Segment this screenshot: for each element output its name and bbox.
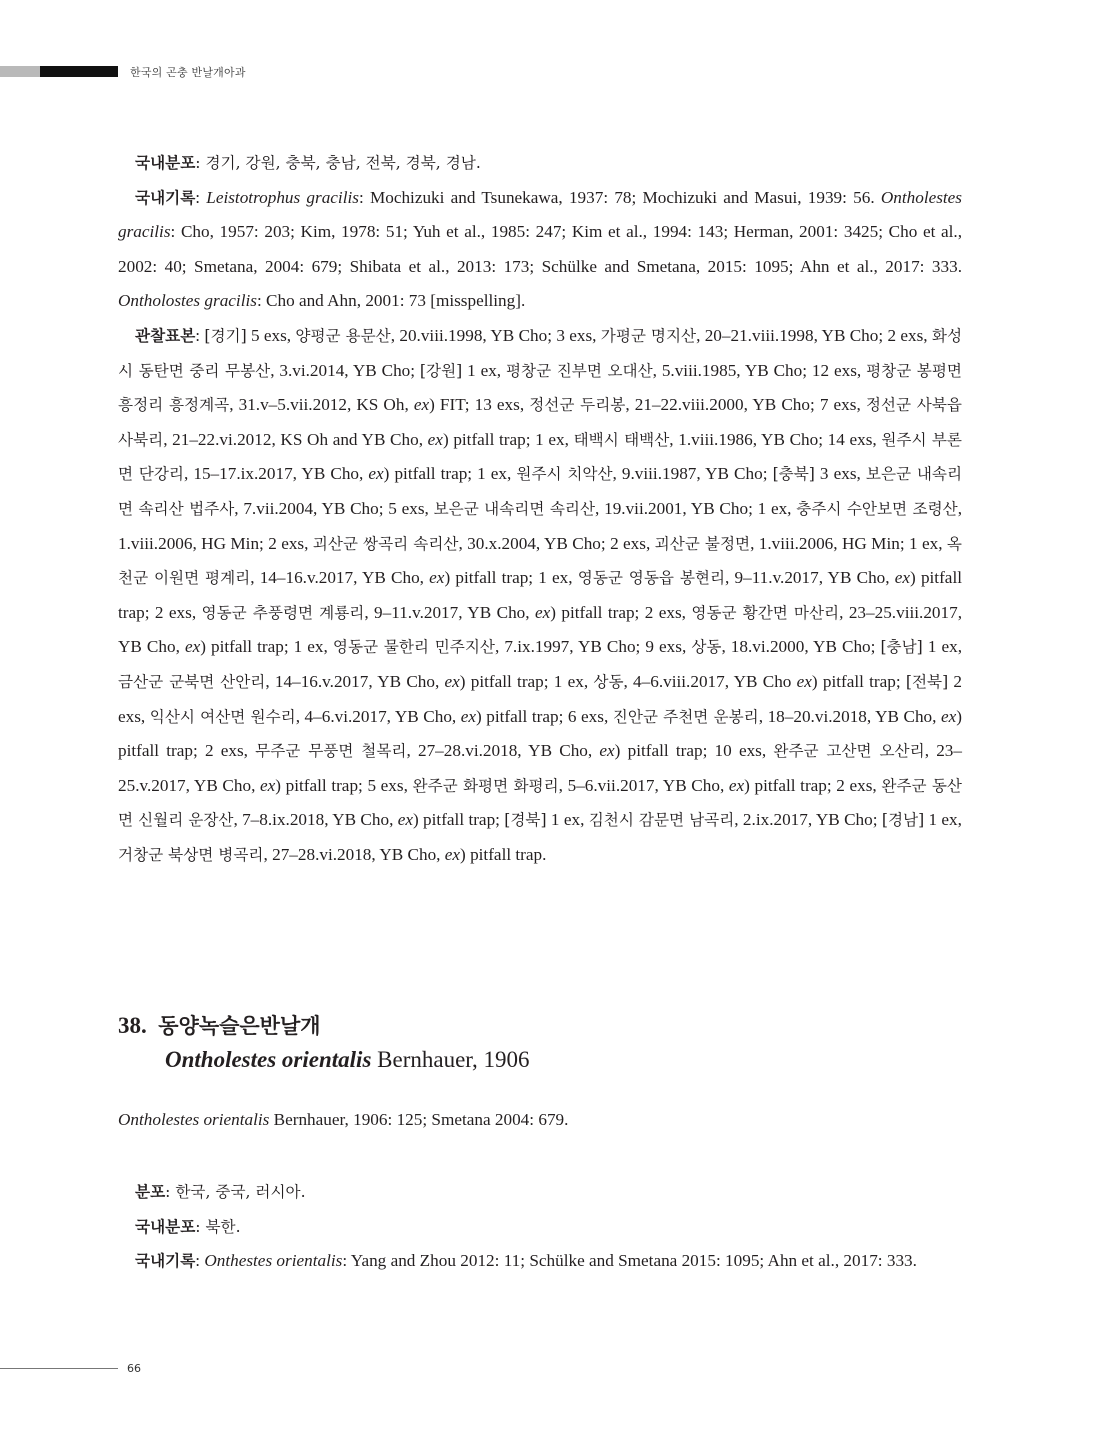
specimen-data: , 7.ix.1997, YB Cho; 9 exs, [494,637,692,657]
specimen-data: 3 exs, [814,464,866,484]
record-citations: : Cho, 1957: 203; Kim, 1978: 51; Yuh et al., 1985: 247; Kim et al., 1994: 143; Herman, 2001: 3425; Cho et al., 2002: 40; Smetana, 2004: 679; Shibata et al., 2013: 173; Schülke and Smetana, 2015: 1095; Ahn et al., 2017: 333. [118,222,962,276]
specimen-locality: 양평군 용문산 [295,326,391,345]
specimen-locality: 괴산군 쌍곡리 속리산 [312,534,459,553]
specimen-data: , 14–16.v.2017, YB Cho, [265,671,445,691]
specimen-data: , 1.viii.1986, YB Cho; 14 exs, [669,429,882,449]
specimen-data: , 30.x.2004, YB Cho; 2 exs, [458,533,655,553]
specimen-data: , 18–20.vi.2018, YB Cho, [758,706,941,726]
specimen-abbrev: ex [599,741,615,761]
header-black-bar [40,66,118,77]
distribution-label: 분포 [135,1182,166,1201]
specimen-data: , 14–16.v.2017, YB Cho, [250,568,430,588]
specimen-abbrev: ex [260,775,276,795]
specimen-locality: 완주군 고산면 오산리 [773,742,925,761]
specimen-data: : [195,325,205,345]
examined-specimens-paragraph [118,319,962,873]
footer-rule [0,1368,118,1369]
specimen-data: , 7.vii.2004, YB Cho; 5 exs, [234,498,434,518]
species-38-heading [118,1009,530,1077]
specimen-data: ) pitfall trap; 6 exs, [476,706,613,726]
specimen-data: , 21–22.viii.2000, YB Cho; 7 exs, [625,395,866,415]
specimen-locality: 김천시 감문면 남곡리 [588,811,735,830]
specimen-locality: 완주군 동산면 신월리 운장산 [118,776,962,830]
specimen-data: 1 ex, [922,637,962,657]
distribution-paragraph [118,1175,962,1210]
domestic-distribution-label: 국내분포 [135,1216,196,1236]
specimen-abbrev: ex [413,395,430,415]
specimen-locality: 거창군 북상면 병곡리 [118,845,264,864]
specimen-data: , 19.vii.2001, YB Cho; 1 ex, [595,498,797,518]
specimen-data: , 21–22.vi.2012, KS Oh and YB Cho, [163,429,428,449]
specimen-data: , 23–25.viii.2017, YB Cho, [118,602,962,657]
specimen-data: , 5–6.vii.2017, YB Cho, [558,775,729,795]
specimen-data: ) pitfall trap; 2 exs, [550,602,692,622]
examined-specimens-label: 관찰표본 [135,325,196,345]
specimen-locality: 진안군 주천면 운봉리 [612,707,759,726]
specimen-data: , 5.viii.1985, YB Cho; 12 exs, [652,360,867,380]
specimen-locality: 영동군 추풍령면 계룡리 [201,603,365,622]
specimen-data: ) pitfall trap; 5 exs, [275,775,413,795]
record-taxon-name: Ontholostes gracilis [118,291,257,311]
record-taxon-name: Onthestes orientalis [204,1251,343,1271]
species-scientific-name: Ontholestes orientalis [165,1047,372,1072]
specimen-data: , 20–21.viii.1998, YB Cho; 2 exs, [696,325,932,345]
specimen-locality: [경기] [204,326,247,345]
specimen-data: 5 exs, [246,325,296,345]
species-37-details [118,146,962,872]
specimen-locality: 익산시 여산면 원수리 [149,707,296,726]
record-citations: : Yang and Zhou 2012: 11; Schülke and Smetana 2015: 1095; Ahn et al., 2017: 333. [342,1251,917,1271]
specimen-data: ) pitfall trap; 2 exs, [744,775,882,795]
specimen-data: 1 ex, [462,360,506,380]
specimen-locality: 영동군 물한리 민주지산 [332,638,495,657]
specimen-data: ) pitfall trap; 2 exs, [118,568,962,622]
domestic-distribution-text: : 경기, 강원, 충북, 충남, 전북, 경북, 경남. [195,154,481,172]
specimen-data: ) pitfall trap. [460,844,547,864]
specimen-data: ) pitfall trap; 1 ex, [383,464,517,484]
specimen-locality: 상동 [593,672,624,691]
specimen-data: ) pitfall trap; [811,671,906,691]
domestic-distribution-paragraph [118,146,962,181]
synonymy-taxon-name: Ontholestes orientalis [118,1110,270,1129]
specimen-locality: 보은군 내속리면 속리산 [433,499,596,518]
specimen-locality: 영동군 황간면 마산리 [691,603,840,622]
specimen-locality: 보은군 내속리면 속리산 법주사 [118,465,963,518]
specimen-abbrev: ex [397,810,413,830]
specimen-abbrev: ex [444,671,460,691]
specimen-data: ) pitfall trap; 1 ex, [442,429,574,449]
specimen-locality: 정선군 사북읍 사북리 [118,396,962,449]
specimen-locality: 상동 [691,638,722,657]
specimen-data: , 18.vi.2000, YB Cho; [721,637,881,657]
domestic-distribution-paragraph [118,1210,962,1245]
specimen-data: , 9.viii.1987, YB Cho; [612,464,773,484]
specimen-locality: 무주군 무풍면 철목리 [255,742,407,761]
specimen-locality: 충주시 수안보면 조령산 [796,499,958,518]
synonymy-citations: Bernhauer, 1906: 125; Smetana 2004: 679. [269,1110,569,1129]
specimen-data: , 2.ix.2017, YB Cho; [734,810,882,830]
specimen-data: , 27–28.vi.2018, YB Cho, [406,741,600,761]
domestic-records-label: 국내기록 [135,187,196,207]
specimen-abbrev: ex [368,464,384,484]
synonymy-section [118,1103,962,1138]
specimen-locality: 영동군 영동읍 봉현리 [577,569,726,588]
header-gray-bar [0,66,40,77]
specimen-locality: 완주군 화평면 화평리 [412,776,559,795]
domestic-distribution-label: 국내분포 [135,153,196,172]
specimen-locality: [경북] [504,811,547,830]
domestic-distribution-text: : 북한. [195,1217,241,1236]
specimen-locality: 가평군 명지산 [600,326,697,345]
specimen-data: , 15–17.ix.2017, YB Cho, [184,464,369,484]
specimen-abbrev: ex [894,568,911,588]
specimen-locality: 금산군 군북면 산안리 [118,672,266,691]
specimen-locality: 괴산군 불정면 [654,534,751,553]
specimen-abbrev: ex [429,568,445,588]
specimen-data: ) pitfall trap; [412,810,505,830]
species-korean-name: 동양녹슬은반날개 [158,1013,321,1038]
page-number: 66 [127,1362,141,1375]
specimen-data: ) pitfall trap; 10 exs, [614,741,774,761]
specimen-locality: [충북] [772,465,815,484]
records-separator: : [195,187,207,207]
domestic-records-label: 국내기록 [135,1251,196,1271]
specimen-abbrev: ex [728,775,745,795]
specimen-locality: 태백시 태백산 [573,430,670,449]
record-taxon-name: Ontholestes gracilis [118,187,962,242]
specimen-locality: 평창군 진부면 오대산 [505,361,653,380]
species-scientific-line [118,1043,530,1077]
species-author: Bernhauer, 1906 [377,1047,530,1072]
specimen-data: , 9–11.v.2017, YB Cho, [364,602,535,622]
record-taxon-name: Leistotrophus gracilis [206,187,359,207]
specimen-data: , 7–8.ix.2018, YB Cho, [233,810,398,830]
specimen-locality: 옥천군 이원면 평계리 [118,534,962,588]
specimen-data: , 1.viii.2006, HG Min; 2 exs, [118,498,962,553]
specimen-data: , 23–25.v.2017, YB Cho, [118,741,962,795]
specimen-data: , 31.v–5.vii.2012, KS Oh, [229,395,414,415]
specimen-data: 1 ex, [924,810,962,830]
record-citations: : Cho and Ahn, 2001: 73 [misspelling]. [256,291,526,311]
specimen-data: ) pitfall trap; 1 ex, [444,568,578,588]
specimen-locality: [충남] [880,638,923,657]
specimen-data: , 20.viii.1998, YB Cho; 3 exs, [390,325,601,345]
specimen-data: , 3.vi.2014, YB Cho; [270,360,420,380]
specimen-locality: 평창군 봉평면 흥정리 흥정계곡 [118,361,962,415]
record-citations: : Mochizuki and Tsunekawa, 1937: 78; Mochizuki and Masui, 1939: 56. [358,187,881,207]
running-header: 한국의 곤충 반날개아과 [130,66,246,79]
species-38-details [118,1175,962,1279]
specimen-data: ) FIT; 13 exs, [429,395,530,415]
specimen-locality: 원주시 부론면 단강리 [118,430,962,484]
specimen-locality: 정선군 두리봉 [529,396,626,415]
specimen-abbrev: ex [184,637,201,657]
species-number: 38. [118,1013,147,1038]
specimen-data: 2 exs, [118,671,963,726]
domestic-records-paragraph [118,1244,962,1279]
specimen-data: , 27–28.vi.2018, YB Cho, [263,844,445,864]
specimen-data: ) pitfall trap; 2 exs, [118,706,962,761]
specimen-data: ) pitfall trap; 1 ex, [459,671,594,691]
records-separator: : [195,1251,205,1271]
distribution-text: : 한국, 중국, 러시아. [165,1183,306,1201]
specimen-locality: 화성시 동탄면 중리 무봉산 [118,326,963,380]
synonymy-line [118,1103,962,1138]
specimen-abbrev: ex [427,429,443,449]
specimen-data: , 4–6.viii.2017, YB Cho [623,671,797,691]
specimen-data: , 9–11.v.2017, YB Cho, [725,568,895,588]
specimen-abbrev: ex [796,671,812,691]
specimen-locality: 원주시 치악산 [516,465,613,484]
specimen-data: 1 ex, [546,810,589,830]
specimen-data: , 4–6.vi.2017, YB Cho, [295,706,461,726]
specimen-abbrev: ex [444,844,461,864]
specimen-data: ) pitfall trap; 1 ex, [200,637,333,657]
specimen-abbrev: ex [940,706,957,726]
specimen-data: , 1.viii.2006, HG Min; 1 ex, [750,533,947,553]
species-heading-line [118,1009,530,1043]
domestic-records-paragraph [118,181,962,319]
specimen-locality: [강원] [419,361,463,380]
specimen-abbrev: ex [534,602,551,622]
specimen-abbrev: ex [460,706,477,726]
specimen-locality: [경남] [881,811,925,830]
specimen-locality: [전북] [905,672,949,691]
